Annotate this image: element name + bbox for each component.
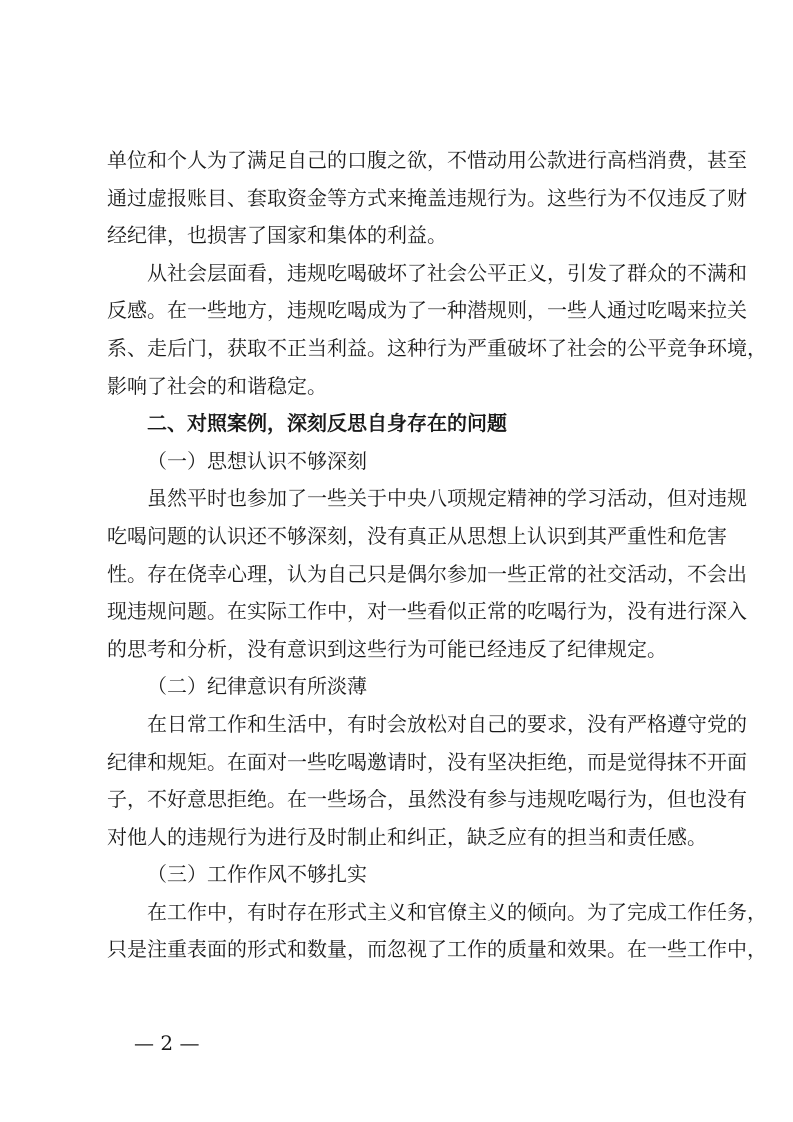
paragraph: [107, 480, 747, 668]
text-line: 的思考和分析，没有意识到这些行为可能已经违反了纪律规定。: [107, 636, 667, 661]
text-line: 反感。在一些地方，违规吃喝成为了一种潜规则，一些人通过吃喝来拉关: [107, 298, 747, 323]
text-line: 现违规问题。在实际工作中，对一些看似正常的吃喝行为，没有进行深入: [107, 599, 747, 624]
text-line: 纪律和规矩。在面对一些吃喝邀请时，没有坚决拒绝，而是觉得抹不开面: [107, 749, 747, 774]
text-line: 性。存在侥幸心理，认为自己只是偶尔参加一些正常的社交活动，不会出: [107, 561, 747, 586]
paragraph: [107, 142, 747, 255]
paragraph: [107, 255, 767, 405]
subsection-heading: [107, 668, 699, 706]
text-line: 子，不好意思拒绝。在一些场合，虽然没有参与违规吃喝行为，但也没有: [107, 787, 747, 812]
text-line: 单位和个人为了满足自己的口腹之欲，不惜动用公款进行高档消费，甚至: [107, 148, 747, 172]
document-body: [107, 142, 767, 969]
text-line: 对他人的违规行为进行及时制止和纠正，缺乏应有的担当和责任感。: [107, 824, 707, 849]
text-line: 在日常工作和生活中，有时会放松对自己的要求，没有严格遵守党的: [147, 711, 747, 736]
text-line: （一）思想认识不够深刻: [147, 448, 367, 473]
text-line: （二）纪律意识有所淡薄: [147, 674, 367, 699]
text-line: 从社会层面看，违规吃喝破坏了社会公平正义，引发了群众的不满和: [147, 260, 747, 285]
subsection-heading: [107, 856, 699, 894]
section-heading: [107, 405, 699, 443]
text-line: 经纪律，也损害了国家和集体的利益。: [107, 223, 447, 248]
paragraph: [107, 894, 767, 969]
text-line: 影响了社会的和谐稳定。: [107, 373, 327, 398]
text-line: 通过虚报账目、套取资金等方式来掩盖违规行为。这些行为不仅违反了财: [107, 185, 747, 210]
text-line: （三）工作作风不够扎实: [147, 862, 367, 887]
page-number: — 2 —: [134, 1031, 200, 1055]
text-line: 在工作中，有时存在形式主义和官僚主义的倾向。为了完成工作任务，: [147, 899, 767, 924]
paragraph: [107, 706, 747, 856]
text-line: 虽然平时也参加了一些关于中央八项规定精神的学习活动，但对违规: [147, 486, 747, 511]
text-line: 系、走后门，获取不正当利益。这种行为严重破坏了社会的公平竞争环境，: [107, 335, 767, 360]
subsection-heading: [107, 443, 699, 481]
text-line: 吃喝问题的认识还不够深刻，没有真正从思想上认识到其严重性和危害: [107, 523, 727, 548]
text-line: 只是注重表面的形式和数量，而忽视了工作的质量和效果。在一些工作中，: [107, 937, 767, 962]
text-line: 二、对照案例，深刻反思自身存在的问题: [147, 411, 507, 436]
